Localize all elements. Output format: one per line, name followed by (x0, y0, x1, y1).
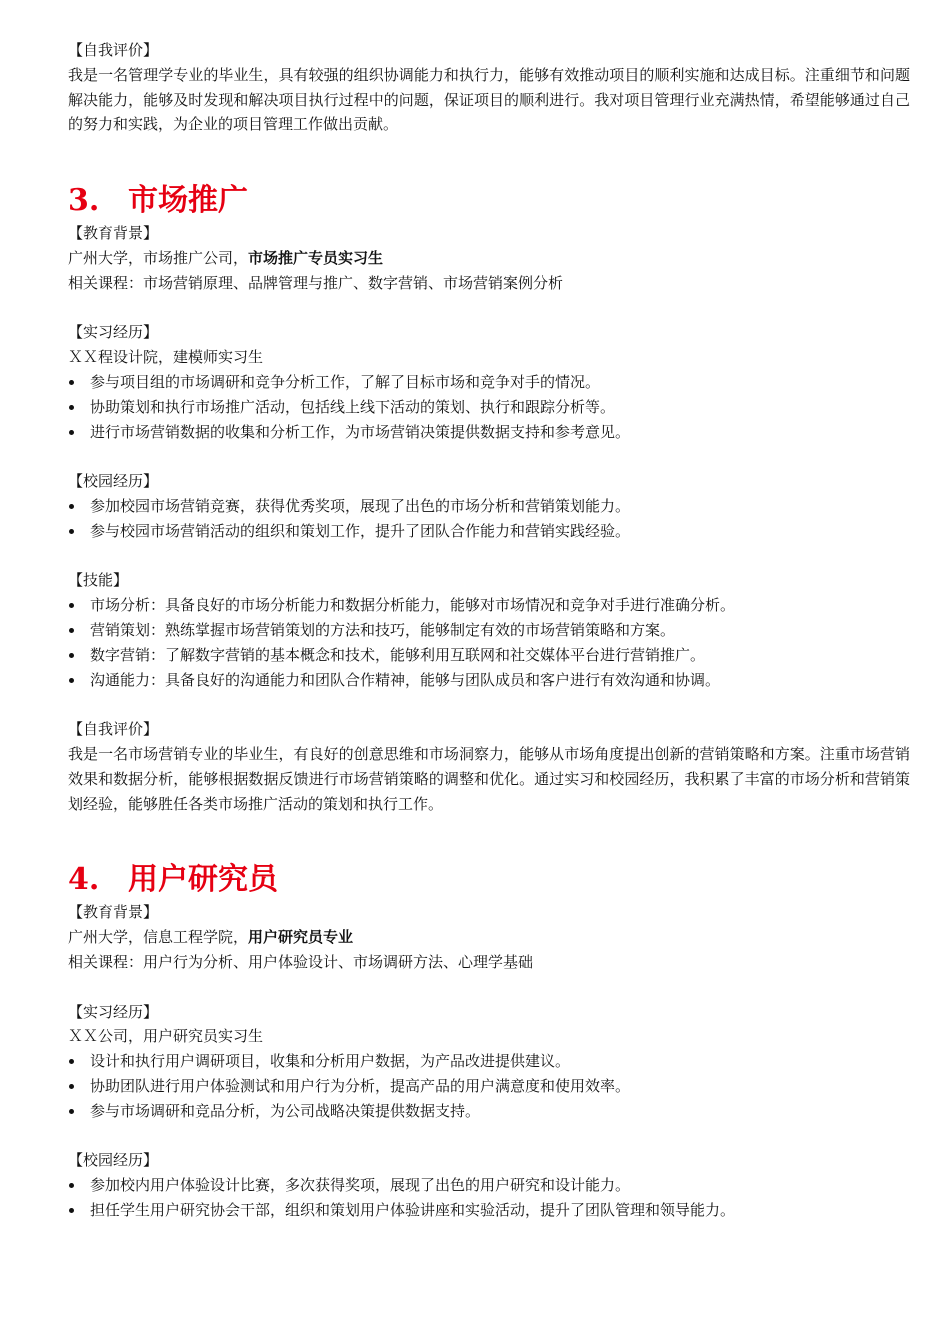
bullet-icon (69, 653, 74, 658)
list-item-text: 营销策划：熟练掌握市场营销策划的方法和技巧，能够制定有效的市场营销策略和方案。 (90, 620, 676, 639)
section-number: 3. (68, 183, 100, 219)
education-label: 【教育背景】 (68, 224, 159, 243)
bullet-icon (69, 504, 74, 509)
self-eval-text: 我是一名市场营销专业的毕业生，有良好的创意思维和市场洞察力，能够从市场角度提出创新的营销策略和方案。注重市场营销效果和数据分析，能够根据数据反馈进行市场营销策略的调整和优化。通过实习和校园经历，我积累了丰富的市场分析和营销策划经验，能够胜任各类市场推广活动的策划和执行工作。 (68, 744, 910, 813)
list-item (68, 395, 910, 420)
self-eval-text: 我是一名管理学专业的毕业生，具有较强的组织协调能力和执行力，能够有效推动项目的顺利实施和达成目标。注重细节和问题解决能力，能够及时发现和解决项目执行过程中的问题，保证项目的顺利进行。我对项目管理行业充满热情，希望能够通过自己的努力和实践，为企业的项目管理工作做出贡献。 (68, 65, 910, 134)
campus-list (68, 1173, 910, 1223)
list-item-text: 参加校内用户体验设计比赛，多次获得奖项，展现了出色的用户研究和设计能力。 (90, 1176, 631, 1195)
bullet-icon (69, 628, 74, 633)
list-item-text: 参与校园市场营销活动的组织和策划工作，提升了团队合作能力和营销实践经验。 (90, 521, 631, 540)
list-item-text: 协助策划和执行市场推广活动，包括线上线下活动的策划、执行和跟踪分析等。 (90, 397, 616, 416)
education-line (68, 925, 910, 950)
education-major: 市场推广专员实习生 (248, 248, 384, 267)
spacer (68, 296, 910, 321)
campus-label: 【校园经历】 (68, 1151, 159, 1170)
section-title: 市场推广 (128, 183, 248, 219)
education-major: 用户研究员专业 (248, 928, 354, 947)
campus-list (68, 494, 910, 544)
list-item (68, 494, 910, 519)
spacer (68, 975, 910, 1000)
list-item (68, 1173, 910, 1198)
spacer (68, 816, 910, 860)
list-item-text: 担任学生用户研究协会干部，组织和策划用户体验讲座和实验活动，提升了团队管理和领导能力。 (90, 1200, 736, 1219)
internship-org: ＸＸ程设计院，建模师实习生 (68, 348, 264, 367)
bullet-icon (69, 1109, 74, 1114)
internship-label: 【实习经历】 (68, 1002, 159, 1021)
bullet-icon (69, 380, 74, 385)
education-school: 广州大学，市场推广公司， (68, 248, 249, 267)
section-number: 4. (68, 862, 100, 898)
courses-line: 相关课程：用户行为分析、用户体验设计、市场调研方法、心理学基础 (68, 952, 534, 971)
bullet-icon (69, 678, 74, 683)
list-item-text: 参与项目组的市场调研和竞争分析工作，了解了目标市场和竞争对手的情况。 (90, 372, 601, 391)
list-item-text: 沟通能力：具备良好的沟通能力和团队合作精神，能够与团队成员和客户进行有效沟通和协调。 (90, 670, 721, 689)
spacer (68, 544, 910, 569)
bullet-icon (69, 430, 74, 435)
bullet-icon (69, 1084, 74, 1089)
education-label: 【教育背景】 (68, 903, 159, 922)
list-item (68, 1049, 910, 1074)
internship-list (68, 1049, 910, 1123)
bullet-icon (69, 603, 74, 608)
list-item (68, 370, 910, 395)
bullet-icon (69, 529, 74, 534)
bullet-icon (69, 1208, 74, 1213)
list-item-text: 参与市场调研和竞品分析，为公司战略决策提供数据支持。 (90, 1101, 481, 1120)
list-item (68, 420, 910, 445)
list-item (68, 593, 910, 618)
bullet-icon (69, 1183, 74, 1188)
campus-label: 【校园经历】 (68, 472, 159, 491)
list-item-text: 设计和执行用户调研项目，收集和分析用户数据，为产品改进提供建议。 (90, 1052, 571, 1071)
internship-label: 【实习经历】 (68, 323, 159, 342)
section-title: 用户研究员 (128, 862, 278, 898)
list-item (68, 668, 910, 693)
bullet-icon (69, 1059, 74, 1064)
list-item (68, 519, 910, 544)
skills-list (68, 593, 910, 692)
spacer (68, 692, 910, 717)
list-item-text: 市场分析：具备良好的市场分析能力和数据分析能力，能够对市场情况和竞争对手进行准确分析。 (90, 596, 736, 615)
list-item-text: 进行市场营销数据的收集和分析工作，为市场营销决策提供数据支持和参考意见。 (90, 422, 631, 441)
list-item (68, 1074, 910, 1099)
spacer (68, 137, 910, 181)
education-line (68, 246, 910, 271)
section-heading-user-researcher (68, 860, 910, 900)
self-eval-label: 【自我评价】 (68, 720, 159, 739)
list-item-text: 数字营销：了解数字营销的基本概念和技术，能够利用互联网和社交媒体平台进行营销推广。 (90, 645, 706, 664)
list-item (68, 1198, 910, 1223)
skills-label: 【技能】 (68, 571, 129, 590)
courses-line: 相关课程：市场营销原理、品牌管理与推广、数字营销、市场营销案例分析 (68, 273, 564, 292)
list-item (68, 643, 910, 668)
spacer (68, 1123, 910, 1148)
list-item (68, 618, 910, 643)
self-eval-label: 【自我评价】 (68, 41, 159, 59)
internship-org: ＸＸ公司，用户研究员实习生 (68, 1027, 264, 1046)
internship-list (68, 370, 910, 444)
resume-page (68, 38, 910, 1223)
bullet-icon (69, 405, 74, 410)
list-item (68, 1099, 910, 1124)
section-heading-marketing (68, 181, 910, 221)
spacer (68, 444, 910, 469)
education-school: 广州大学，信息工程学院， (68, 928, 249, 947)
list-item-text: 协助团队进行用户体验测试和用户行为分析，提高产品的用户满意度和使用效率。 (90, 1076, 631, 1095)
list-item-text: 参加校园市场营销竞赛，获得优秀奖项，展现了出色的市场分析和营销策划能力。 (90, 496, 631, 515)
